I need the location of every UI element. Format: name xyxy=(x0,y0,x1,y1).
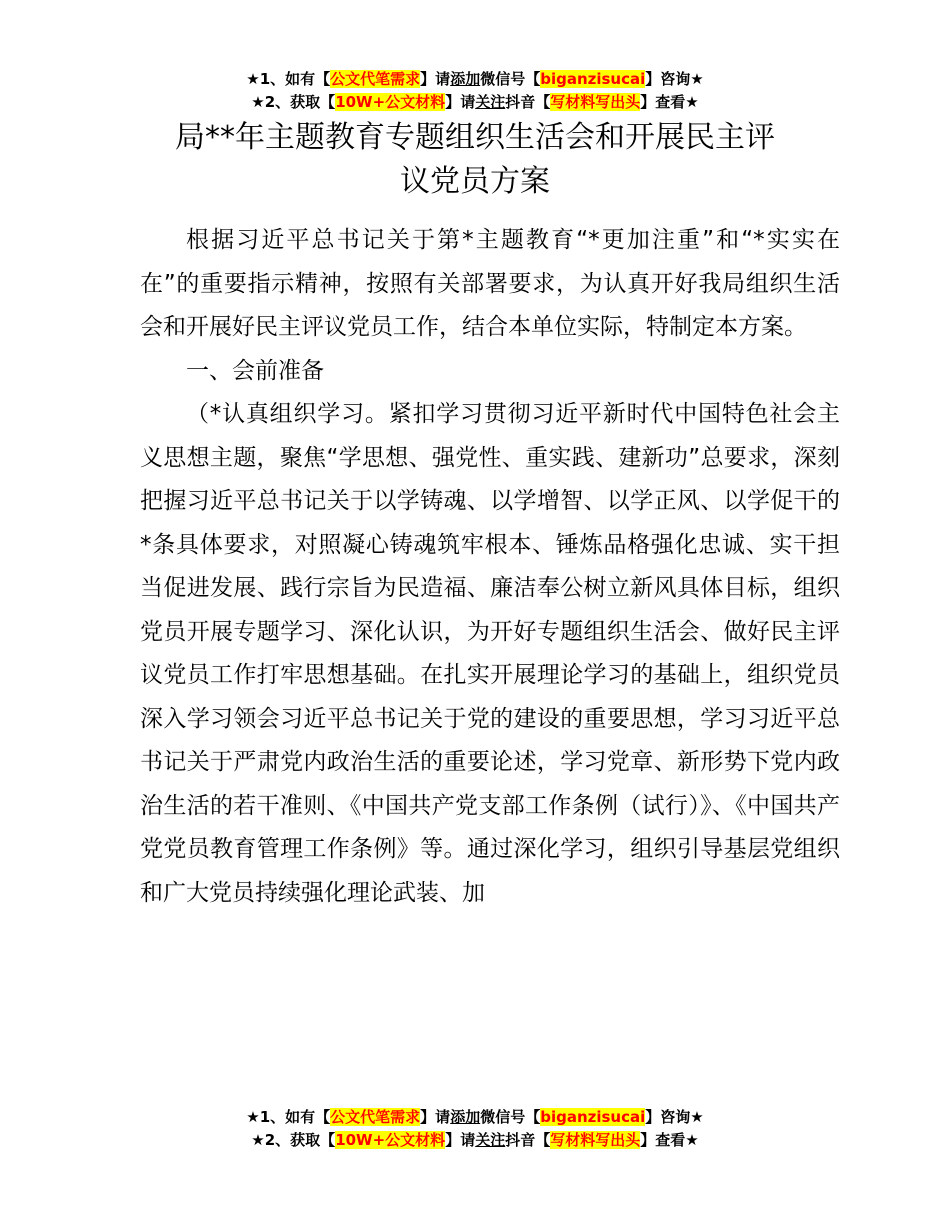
ad-text: ★2、获取【 xyxy=(251,1131,336,1149)
ad-text: ★1、如有【 xyxy=(246,1108,331,1126)
ad-highlight: 10W+公文材料 xyxy=(335,1131,446,1149)
ad-highlight: 写材料写出头 xyxy=(550,1131,641,1149)
paragraph-intro: 根据习近平总书记关于第*主题教育“*更加注重”和“*实实在在”的重要指示精神，按照有关部署要求，为认真开好我局组织生活会和开展好民主评议党员工作，结合本单位实际，特制定本方案。 xyxy=(140,227,840,340)
ad-text: 】查看★ xyxy=(640,93,699,111)
ad-line-1 xyxy=(0,68,950,91)
ad-text: 】请 xyxy=(445,1131,476,1149)
paragraph-study: （*认真组织学习。紧扣学习贯彻习近平新时代中国特色社会主义思想主题，聚焦“学思想、强党性、重实践、建新功”总要求，深刻把握习近平总书记关于以学铸魂、以学增智、以学正风、以学促干的*条具体要求，对照凝心铸魂筑牢根本、锤炼品格强化忠诚、实干担当促进发展、践行宗旨为民造福、廉洁奉公树立新风具体目标，组织党员开展专题学习、深化认识，为开好专题组织生活会、做好民主评议党员工作打牢思想基础。在扎实开展理论学习的基础上，组织党员深入学习领会习近平总书记关于党的建设的重要思想，学习习近平总书记关于严肃党内政治生活的重要论述，学习党章、新形势下党内政治生活的若干准则、《中国共产党支部工作条例（试行）》、《中国共产党党员教育管理工作条例》等。通过深化学习，组织引导基层党组织和广大党员持续强化理论武装、加 xyxy=(140,401,840,906)
ad-underline: 关注 xyxy=(475,93,506,111)
ad-text: ★1、如有【 xyxy=(246,70,331,88)
ad-text: 】请 xyxy=(420,70,451,88)
ad-line-1 xyxy=(0,1106,950,1129)
ad-text: 】咨询★ xyxy=(645,1108,704,1126)
ad-text: 抖音【 xyxy=(505,93,551,111)
section-heading: 一、会前准备 xyxy=(186,357,324,384)
ad-text: 微信号【 xyxy=(480,70,541,88)
ad-text: 】请 xyxy=(420,1108,451,1126)
ad-text: 】咨询★ xyxy=(645,70,704,88)
ad-line-2 xyxy=(0,91,950,114)
ad-text: 】请 xyxy=(445,93,476,111)
document-title xyxy=(100,116,850,204)
title-line-1: 局**年主题教育专题组织生活会和开展民主评 xyxy=(175,120,775,155)
ad-line-2 xyxy=(0,1129,950,1152)
ad-underline: 添加 xyxy=(450,1108,481,1126)
ad-text: ★2、获取【 xyxy=(251,93,336,111)
ad-text: 】查看★ xyxy=(640,1131,699,1149)
ad-text: 抖音【 xyxy=(505,1131,551,1149)
ad-highlight: biganzisucai xyxy=(540,1108,646,1126)
ad-highlight: 10W+公文材料 xyxy=(335,93,446,111)
title-line-2: 议党员方案 xyxy=(400,164,550,199)
ad-underline: 添加 xyxy=(450,70,481,88)
ad-highlight: 公文代笔需求 xyxy=(330,1108,421,1126)
ad-text: 微信号【 xyxy=(480,1108,541,1126)
ad-highlight: biganzisucai xyxy=(540,70,646,88)
ad-banner-top xyxy=(0,68,950,114)
ad-highlight: 公文代笔需求 xyxy=(330,70,421,88)
document-body xyxy=(140,219,840,915)
ad-banner-bottom xyxy=(0,1106,950,1152)
ad-highlight: 写材料写出头 xyxy=(550,93,641,111)
ad-underline: 关注 xyxy=(475,1131,506,1149)
